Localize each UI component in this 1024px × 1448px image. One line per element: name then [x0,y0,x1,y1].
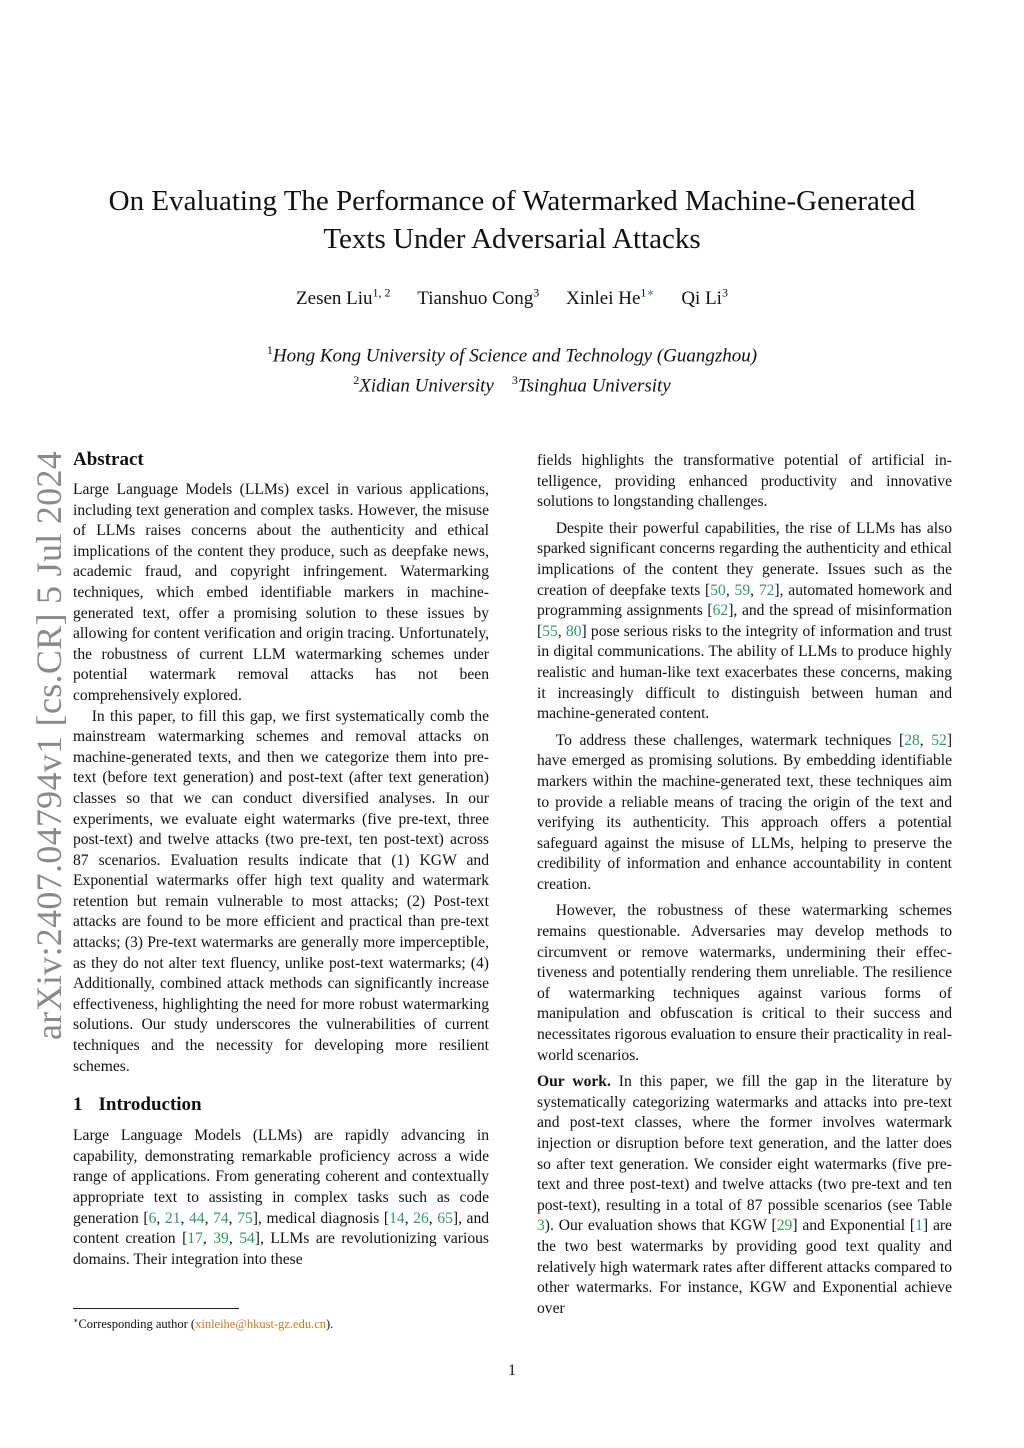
affiliations [0,338,1024,399]
right-column [537,451,952,1319]
intro-paragraph-watermarks: To address these challenges, watermark techniques [28, 52] have emerged as promising solutions. By embedding identifiable markers within the machine-generated text, these techniques aim to provide a reliable means of tracing the origin of the text and verifying its authenticity. This approach offers a potential safeguard against the misuse of LLMs, helping to preserve the credibility of information and enhance accountability in content creation. [537,731,953,893]
citation-link[interactable]: 6 [148,1209,157,1227]
introduction-paragraph-1: Large Language Models (LLMs) are rapidly advancing in capability, demonstrating remarkable proficiency across a wide range of applications. From generating coherent and contextually appropriate text to assisting in complex tasks such as code generation [6, 21, 44, 74, 75], medical diagnosis [14, 26, 65], and content creation [17, 39, 54], LLMs are revolutionizing various domains. Their integration into these [73,1127,490,1268]
intro-paragraph-concerns: Despite their powerful capabilities, the rise of LLMs has also sparked significant concerns regarding the authenticity and ethical implications of the content they generate. Issues such as the creation of deepfake texts [50, 59, 72], automated homework and programming assignments [62], and the spread of misinformation [55, 80] pose serious risks to the integrity of information and trust in digital communications. The ability of LLMs to produce highly realistic and human-like text exacerbates these concerns, making it increasingly difficult to distinguish between human and machine-generated content. [537,519,953,723]
abstract-paragraph-2: In this paper, to fill this gap, we first systematically comb the mainstream watermarking schemes and removal attacks on machine-generated texts, and then we categorize them into pre-text (before text generation) and post-text (after text generation) classes so that we can conduct diversified analyses. In our experiments, we evaluate eight watermarks (five pre-text, three post-text) and twelve attacks (two pre-text, ten post-text) across 87 scenarios. Evaluation results indicate that (1) KGW and Exponential watermarks offer high text quality and watermark retention but remain vulnerable to most attacks; (2) Post-text attacks are found to be more efficient and practical than pre-text attacks; (3) Pre-text watermarks are generally more imperceptible, as they do not alter text fluency, unlike post-text watermarks; (4) Additionally, combined attack methods can significantly increase effectiveness, highlighting the need for more robust watermarking solutions. Our study underscores the vulnerabilities of current techniques and the necessity for developing more resilient schemes. [73,707,489,1075]
citation-link[interactable]: 54 [239,1230,255,1248]
citation-link[interactable]: 39 [213,1230,229,1248]
author-4: Qi Li$^3$ [681,286,728,310]
section-heading-introduction: 1 Introduction [73,1094,202,1116]
citation-link[interactable]: 44 [188,1209,205,1227]
arxiv-identifier-stamp: arXiv:2407.04794v1 [cs.CR] 5 Jul 2024 [29,450,69,1040]
citation-link[interactable]: 14 [389,1209,405,1227]
citation-link[interactable]: 50 [710,581,726,599]
our-work-paragraph: Our work. In this paper, we fill the gap in the literature by systematically categorizing watermarks and attacks into pre-text and post-text classes, where the former involves watermark injection or disruption before text generation, and the latter does so after text generation. We consider eight watermarks (five pre-text and three post-text) and twelve attacks (two pre-text and ten post-text), resulting in a total of 87 possible scenarios (see Table 3). Our evaluation shows that KGW [29] and Exponential [1] are the two best watermarks by providing good text quality and relatively high watermark rates after different attacks compared to other watermarks. For instance, KGW and Exponential achieve over [537,1073,952,1317]
paper-title [0,182,1024,258]
citation-link[interactable]: 1 [915,1217,923,1235]
intro-continuation-paragraph: fields highlights the transformative potential of artificial intelligence, providing enhanced productivity and innovative solutions to longstanding challenges. [537,452,952,511]
citation-link[interactable]: 80 [565,622,582,640]
citation-link[interactable]: 59 [734,581,751,599]
citation-link[interactable]: 21 [164,1209,181,1227]
title-line-2: Texts Under Adversarial Attacks [323,223,701,255]
author-1: Zesen Liu$^{1, 2}$ [296,286,391,310]
email-link[interactable]: xinleihe@hkust-gz.edu.cn [195,1317,327,1332]
citation-link[interactable]: 62 [712,602,729,620]
citation-link[interactable]: 28 [904,731,920,749]
corresponding-author-mark[interactable]: ∗ [646,286,655,300]
author-2: Tianshuo Cong$^3$ [417,286,540,310]
citation-link[interactable]: 52 [931,731,947,749]
footnote-divider [73,1308,239,1309]
abstract-heading: Abstract [73,449,144,470]
affiliation-1: $^1$Hong Kong University of Science and Technology (Guangzhou) [266,343,758,367]
abstract-paragraph-1: Large Language Models (LLMs) excel in various applications, including text generation and complex tasks. However, the misuse of LLMs raises concerns about the authenticity and ethical implications of the content they produce, such as deepfake news, academic fraud, and copyright infringement. Watermarking techniques, which embed identifiable markers in machine-generated text, offer a promising solution to these issues by allowing for content verification and origin tracing. Unfortunately, the robustness of current LLM watermarking schemes under potential watermark removal attacks has not been comprehensively explored. [73,481,489,704]
author-3: Xinlei $He^{1∗}$ [566,286,655,310]
left-column [73,448,489,1270]
citation-link[interactable]: 55 [542,622,558,640]
citation-link[interactable]: 75 [237,1209,253,1227]
citation-link[interactable]: 65 [437,1209,453,1227]
footnote-corresponding-author: ∗Corresponding author (xinleihe@hkust-gz.edu.cn). [73,1316,334,1332]
title-line-1: On Evaluating The Performance of Watermarked Machine-Generated [108,185,916,217]
citation-link[interactable]: 74 [213,1209,229,1227]
our-work-lead: Our work. [537,1073,611,1091]
author-list [0,286,1024,310]
citation-link[interactable]: 72 [758,581,775,599]
table-reference-link[interactable]: 3 [537,1217,545,1235]
citation-link[interactable]: 29 [776,1217,793,1235]
intro-paragraph-robustness: However, the robustness of these watermarking schemes remains questionable. Adversaries may develop methods to circumvent or remove watermarks, undermining their effectiveness and potentially rendering them unreliable. The resilience of watermarking techniques against various forms of manipulation and obfuscation is critical to their success and necessitates rigorous evaluation to ensure their practicality in real-world scenarios. [537,902,952,1064]
citation-link[interactable]: 26 [413,1209,429,1227]
citation-link[interactable]: 17 [187,1230,203,1248]
affiliation-2-3: $^2$Xidian University $^3$Tsinghua University [353,373,671,397]
page-number: 1 [508,1362,516,1379]
